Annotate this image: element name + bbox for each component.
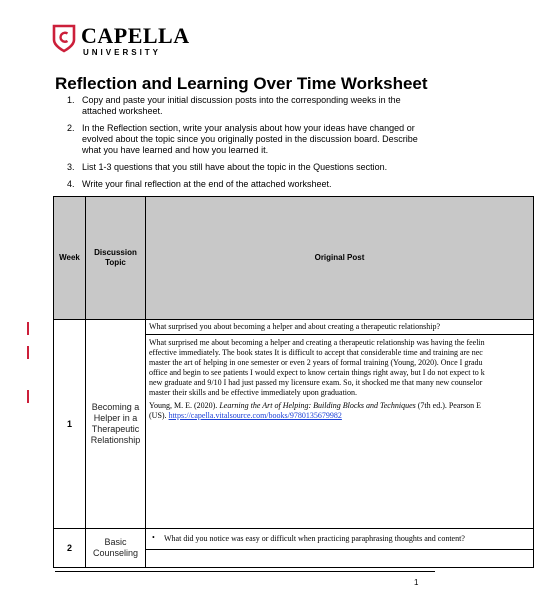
reference-author: Young, M. E. (2020). (149, 401, 220, 410)
header-original-post: Original Post (146, 197, 534, 320)
instructions-list (55, 95, 435, 196)
instruction-text: Write your final reflection at the end of the attached worksheet. (82, 179, 332, 189)
reference-publisher: (7th ed.). Pearson E (415, 401, 482, 410)
instruction-number: 1. (67, 95, 75, 105)
week-cell: 1 (54, 320, 86, 529)
margin-marker (27, 346, 29, 359)
discussion-question-text: What did you notice was easy or difficult when practicing paraphrasing thoughts and content? (164, 534, 465, 543)
instruction-text: In the Reflection section, write your analysis about how your ideas have changed or evolved about the topic since you originally posted in the discussion board. Describe what you have learned and how you learned it. (82, 123, 418, 155)
logo-subtitle: UNIVERSITY (83, 48, 162, 57)
reference-citation (146, 401, 533, 411)
margin-marker (27, 390, 29, 403)
bullet-icon: • (152, 533, 155, 542)
post-line: What surprised me about becoming a helper and creating a therapeutic relationship was having the feelin (149, 338, 485, 347)
topic-cell: Basic Counseling (86, 529, 146, 568)
reference-us: (US). (149, 411, 169, 420)
reference-link[interactable]: https://capella.vitalsource.com/books/9780135679982 (168, 411, 342, 420)
instruction-item (55, 179, 435, 190)
worksheet-table-container (53, 196, 485, 566)
post-line: new graduate and 9/10 I had just passed my licensure exam. So, it shocked me that many new counselor (149, 378, 483, 387)
week-cell: 2 (54, 529, 86, 568)
instruction-item (55, 123, 435, 156)
header-week: Week (54, 197, 86, 320)
post-line: effective immediately. The book states It is difficult to accept that considerable time and training are nec (149, 348, 483, 357)
instruction-number: 2. (67, 123, 75, 133)
table-row (54, 320, 534, 529)
original-post-cell[interactable] (146, 320, 534, 529)
worksheet-table (53, 196, 534, 568)
instruction-number: 4. (67, 179, 75, 189)
post-line: master their skills and be effective immediately upon graduation. (149, 388, 358, 397)
footer-divider (55, 571, 435, 572)
instruction-text: Copy and paste your initial discussion posts into the corresponding weeks in the attached worksheet. (82, 95, 401, 116)
header-discussion-topic: Discussion Topic (86, 197, 146, 320)
reference-link-line (146, 411, 533, 421)
post-line: master the art of helping in one semester or even 2 years of formal training (Young, 2020). Once I gradu (149, 358, 483, 367)
capella-shield-icon (52, 24, 76, 52)
reference-title: Learning the Art of Helping: Building Blocks and Techniques (219, 401, 416, 410)
discussion-question (146, 529, 533, 550)
instruction-number: 3. (67, 162, 75, 172)
table-row (54, 529, 534, 568)
post-body (146, 335, 533, 401)
instruction-item (55, 95, 435, 117)
instruction-item (55, 162, 435, 173)
capella-logo (52, 24, 252, 58)
page-number: 1 (414, 578, 419, 587)
margin-marker (27, 322, 29, 335)
table-header-row (54, 197, 534, 320)
original-post-cell[interactable] (146, 529, 534, 568)
discussion-question: What surprised you about becoming a helper and about creating a therapeutic relationship? (146, 320, 533, 335)
post-line: office and begin to see patients I would expect to know certain things right away, but I do not expect to k (149, 368, 485, 377)
logo-name: CAPELLA (81, 23, 190, 48)
page-title: Reflection and Learning Over Time Worksheet (55, 74, 428, 93)
instruction-text: List 1-3 questions that you still have about the topic in the Questions section. (82, 162, 388, 172)
topic-cell: Becoming a Helper in a Therapeutic Relationship (86, 320, 146, 529)
